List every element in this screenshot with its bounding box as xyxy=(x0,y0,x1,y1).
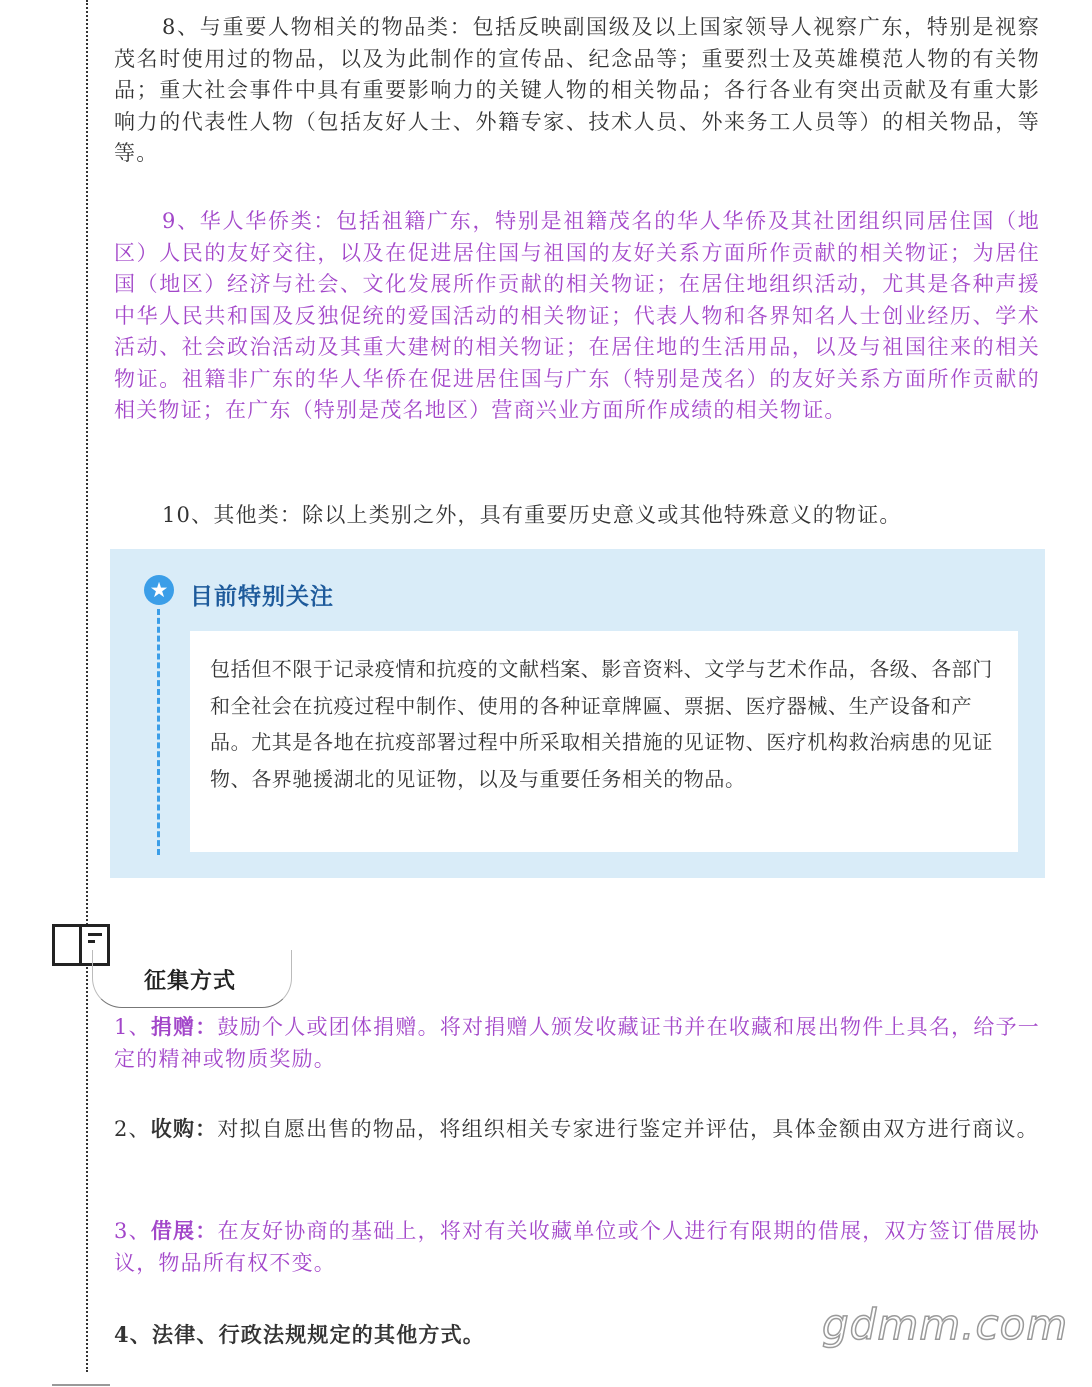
category-8-paragraph: 8、与重要人物相关的物品类：包括反映副国级及以上国家领导人视察广东，特别是视察茂名时使用过的物品，以及为此制作的宣传品、纪念品等；重要烈士及英雄模范人物的有关物品；重大社会事件中具有重要影响力的关键人物的相关物品；各行各业有突出贡献及有重大影响力的代表性人物（包括友好人士、外籍专家、技术人员、外来务工人员等）的相关物品，等等。 xyxy=(114,15,1040,165)
method-separator: ： xyxy=(195,1014,218,1039)
method-item-purchase xyxy=(114,1113,1040,1146)
focus-body: 包括但不限于记录疫情和抗疫的文献档案、影音资料、文学与艺术作品，各级、各部门和全社会在抗疫过程中制作、使用的各种证章牌匾、票据、医疗器械、生产设备和产品。尤其是各地在抗疫部署过程中所采取相关措施的见证物、医疗机构救治病患的见证物、各界驰援湖北的见证物，以及与重要任务相关的物品。 xyxy=(210,657,993,791)
method-number: 2、 xyxy=(114,1117,151,1141)
method-description: 对拟自愿出售的物品，将组织相关专家进行鉴定并评估，具体金额由双方进行商议。 xyxy=(217,1117,1039,1141)
focus-title: 目前特别关注 xyxy=(190,584,334,610)
method-item-loan xyxy=(114,1215,1040,1279)
dashed-timeline xyxy=(157,609,160,855)
special-focus-box xyxy=(110,549,1045,878)
section-title: 征集方式 xyxy=(144,969,237,994)
star-icon: ★ xyxy=(144,575,174,605)
category-9-paragraph: 9、华人华侨类：包括祖籍广东，特别是祖籍茂名的华人华侨及其社团组织同居住国（地区）人民的友好交往，以及在促进居住国与祖国的友好关系方面所作贡献的相关物证；为居住国（地区）经济与社会、文化发展所作贡献的相关物证；在居住地组织活动，尤其是各种声援中华人民共和国及反独促统的爱国活动的相关物证；代表人物和各界知名人士创业经历、学术活动、社会政治活动及其重大建树的相关物证；在居住地的生活用品，以及与祖国往来的相关物证。祖籍非广东的华人华侨在促进居住国与广东（特别是茂名）的友好关系方面所作贡献的相关物证；在广东（特别是茂名地区）营商兴业方面所作成绩的相关物证。 xyxy=(114,209,1040,422)
method-item-donation xyxy=(114,1011,1040,1075)
method-description: 在友好协商的基础上，将对有关收藏单位或个人进行有限期的借展，双方签订借展协议，物品所有权不变。 xyxy=(114,1219,1040,1275)
method-number: 1、 xyxy=(114,1015,151,1039)
method-term: 借展 xyxy=(150,1218,196,1243)
method-number: 3、 xyxy=(114,1219,151,1243)
method-term: 收购 xyxy=(150,1116,196,1141)
method-separator: ： xyxy=(195,1218,218,1243)
method-term: 4、法律、行政法规规定的其他方式。 xyxy=(114,1322,486,1347)
focus-content-card xyxy=(190,631,1018,852)
bottom-rule xyxy=(52,1384,110,1386)
method-description: 鼓励个人或团体捐赠。将对捐赠人颁发收藏证书并在收藏和展出物件上具名，给予一定的精神或物质奖励。 xyxy=(114,1015,1040,1071)
method-separator: ： xyxy=(195,1116,218,1141)
method-term: 捐赠 xyxy=(150,1014,196,1039)
watermark: gdmm.com xyxy=(822,1300,1069,1349)
category-10-paragraph: 10、其他类：除以上类别之外，具有重要历史意义或其他特殊意义的物证。 xyxy=(162,503,902,527)
page-dotted-rule xyxy=(86,0,88,1372)
